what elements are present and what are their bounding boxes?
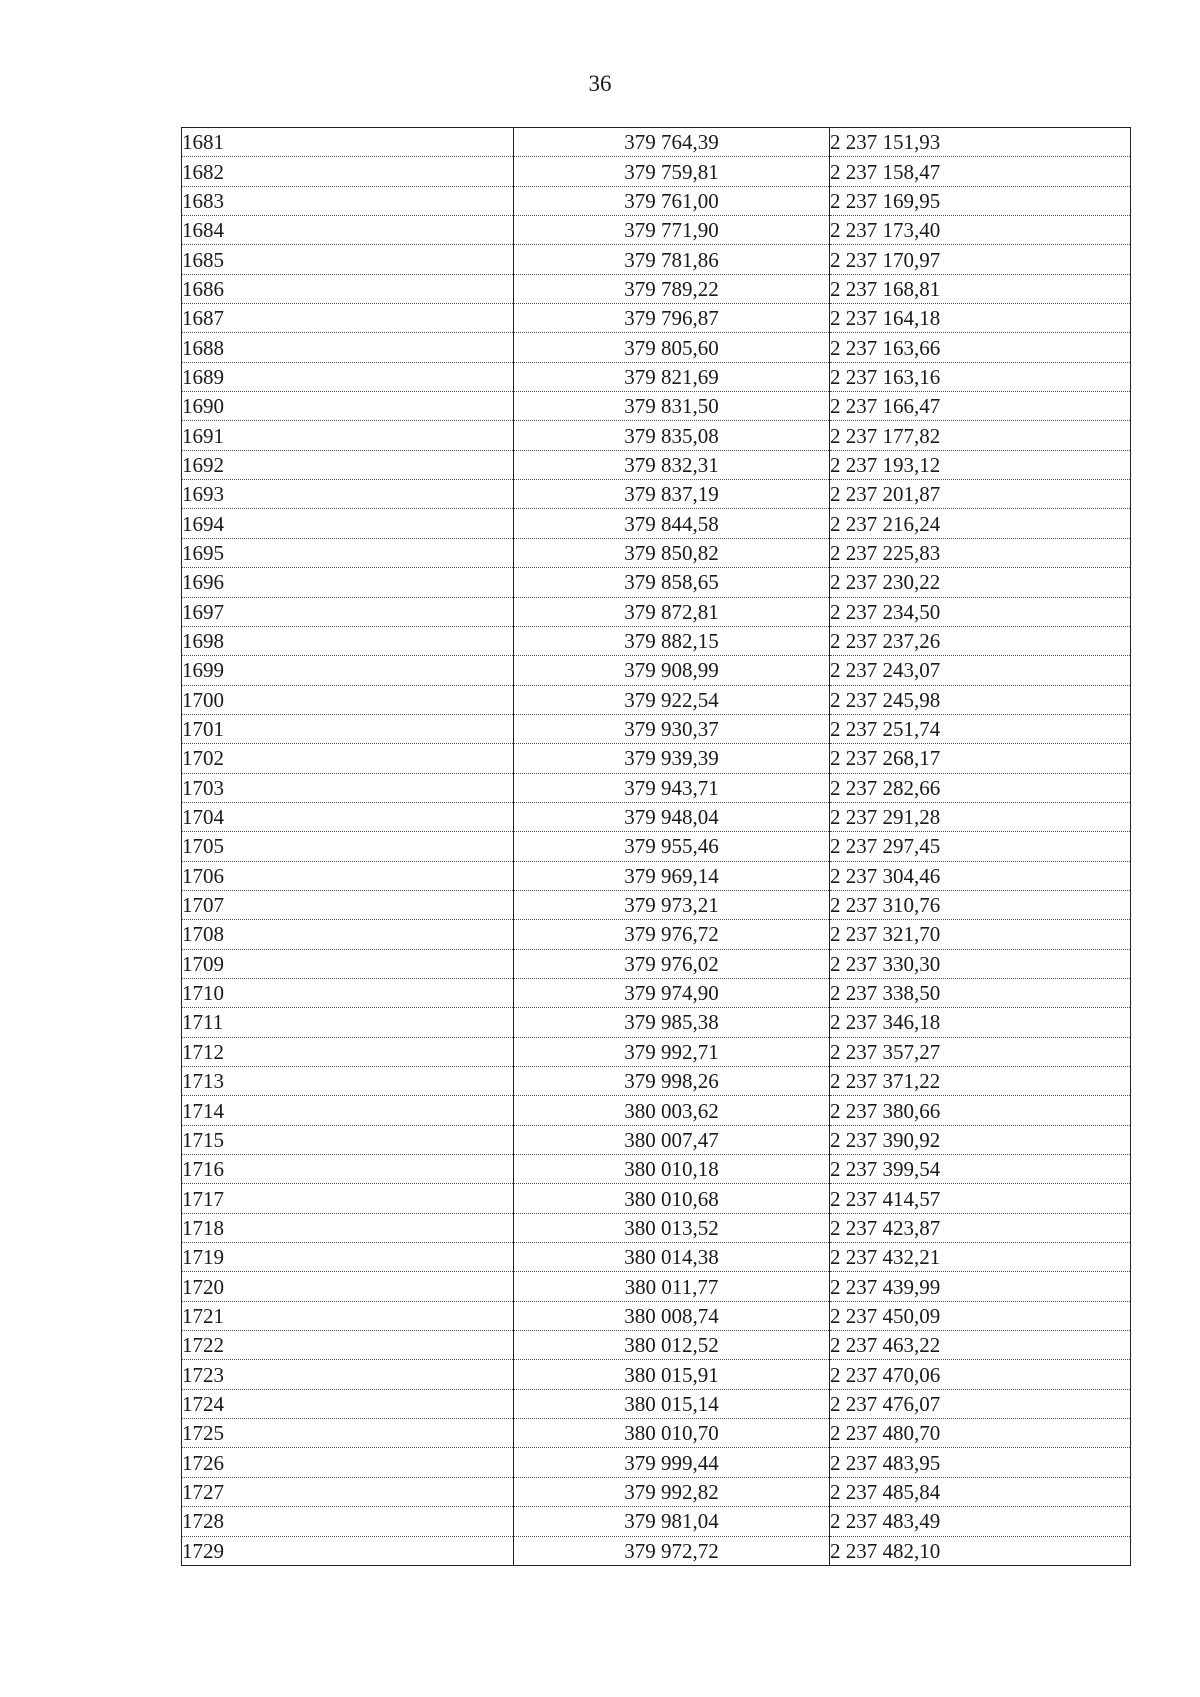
y-coordinate-cell: 2 237 216,24 xyxy=(830,509,1131,538)
x-coordinate-cell: 379 821,69 xyxy=(514,362,830,391)
table-row xyxy=(182,1272,1131,1301)
y-coordinate-cell: 2 237 234,50 xyxy=(830,597,1131,626)
table-row xyxy=(182,538,1131,567)
point-number-cell: 1725 xyxy=(182,1419,514,1448)
point-number-cell: 1710 xyxy=(182,978,514,1007)
y-coordinate-cell: 2 237 485,84 xyxy=(830,1477,1131,1506)
y-coordinate-cell: 2 237 170,97 xyxy=(830,245,1131,274)
point-number-cell: 1701 xyxy=(182,714,514,743)
x-coordinate-cell: 380 015,91 xyxy=(514,1360,830,1389)
table-row xyxy=(182,1536,1131,1565)
y-coordinate-cell: 2 237 243,07 xyxy=(830,656,1131,685)
table-row xyxy=(182,568,1131,597)
x-coordinate-cell: 379 796,87 xyxy=(514,304,830,333)
table-row xyxy=(182,509,1131,538)
y-coordinate-cell: 2 237 268,17 xyxy=(830,744,1131,773)
table-row xyxy=(182,1213,1131,1242)
x-coordinate-cell: 380 014,38 xyxy=(514,1243,830,1272)
point-number-cell: 1687 xyxy=(182,304,514,333)
y-coordinate-cell: 2 237 357,27 xyxy=(830,1037,1131,1066)
y-coordinate-cell: 2 237 225,83 xyxy=(830,538,1131,567)
table-row xyxy=(182,1477,1131,1506)
point-number-cell: 1697 xyxy=(182,597,514,626)
x-coordinate-cell: 379 850,82 xyxy=(514,538,830,567)
table-row xyxy=(182,392,1131,421)
y-coordinate-cell: 2 237 338,50 xyxy=(830,978,1131,1007)
point-number-cell: 1695 xyxy=(182,538,514,567)
point-number-cell: 1705 xyxy=(182,832,514,861)
point-number-cell: 1719 xyxy=(182,1243,514,1272)
table-row xyxy=(182,480,1131,509)
table-row xyxy=(182,1360,1131,1389)
point-number-cell: 1694 xyxy=(182,509,514,538)
x-coordinate-cell: 379 930,37 xyxy=(514,714,830,743)
y-coordinate-cell: 2 237 399,54 xyxy=(830,1155,1131,1184)
x-coordinate-cell: 379 759,81 xyxy=(514,157,830,186)
point-number-cell: 1707 xyxy=(182,890,514,919)
x-coordinate-cell: 379 761,00 xyxy=(514,186,830,215)
x-coordinate-cell: 379 992,71 xyxy=(514,1037,830,1066)
y-coordinate-cell: 2 237 310,76 xyxy=(830,890,1131,919)
table-row xyxy=(182,1448,1131,1477)
x-coordinate-cell: 379 872,81 xyxy=(514,597,830,626)
x-coordinate-cell: 379 939,39 xyxy=(514,744,830,773)
table-row xyxy=(182,1389,1131,1418)
x-coordinate-cell: 379 922,54 xyxy=(514,685,830,714)
table-row xyxy=(182,920,1131,949)
x-coordinate-cell: 379 976,72 xyxy=(514,920,830,949)
y-coordinate-cell: 2 237 237,26 xyxy=(830,626,1131,655)
y-coordinate-cell: 2 237 166,47 xyxy=(830,392,1131,421)
y-coordinate-cell: 2 237 230,22 xyxy=(830,568,1131,597)
point-number-cell: 1726 xyxy=(182,1448,514,1477)
y-coordinate-cell: 2 237 297,45 xyxy=(830,832,1131,861)
x-coordinate-cell: 380 010,18 xyxy=(514,1155,830,1184)
x-coordinate-cell: 379 976,02 xyxy=(514,949,830,978)
table-row xyxy=(182,685,1131,714)
x-coordinate-cell: 379 835,08 xyxy=(514,421,830,450)
x-coordinate-cell: 379 858,65 xyxy=(514,568,830,597)
point-number-cell: 1685 xyxy=(182,245,514,274)
x-coordinate-cell: 379 837,19 xyxy=(514,480,830,509)
point-number-cell: 1709 xyxy=(182,949,514,978)
table-row xyxy=(182,978,1131,1007)
point-number-cell: 1702 xyxy=(182,744,514,773)
page-number: 36 xyxy=(588,71,612,96)
point-number-cell: 1686 xyxy=(182,274,514,303)
table-row xyxy=(182,1155,1131,1184)
table-row xyxy=(182,1184,1131,1213)
table-row xyxy=(182,949,1131,978)
x-coordinate-cell: 379 992,82 xyxy=(514,1477,830,1506)
y-coordinate-cell: 2 237 483,95 xyxy=(830,1448,1131,1477)
table-row xyxy=(182,186,1131,215)
x-coordinate-cell: 379 764,39 xyxy=(514,128,830,157)
y-coordinate-cell: 2 237 168,81 xyxy=(830,274,1131,303)
y-coordinate-cell: 2 237 480,70 xyxy=(830,1419,1131,1448)
x-coordinate-cell: 379 972,72 xyxy=(514,1536,830,1565)
point-number-cell: 1727 xyxy=(182,1477,514,1506)
point-number-cell: 1712 xyxy=(182,1037,514,1066)
point-number-cell: 1720 xyxy=(182,1272,514,1301)
x-coordinate-cell: 379 844,58 xyxy=(514,509,830,538)
point-number-cell: 1699 xyxy=(182,656,514,685)
x-coordinate-cell: 379 955,46 xyxy=(514,832,830,861)
point-number-cell: 1729 xyxy=(182,1536,514,1565)
table-row xyxy=(182,1096,1131,1125)
y-coordinate-cell: 2 237 432,21 xyxy=(830,1243,1131,1272)
point-number-cell: 1711 xyxy=(182,1008,514,1037)
table-row xyxy=(182,832,1131,861)
table-row xyxy=(182,1067,1131,1096)
table-row xyxy=(182,890,1131,919)
point-number-cell: 1717 xyxy=(182,1184,514,1213)
point-number-cell: 1681 xyxy=(182,128,514,157)
y-coordinate-cell: 2 237 439,99 xyxy=(830,1272,1131,1301)
table-row xyxy=(182,1243,1131,1272)
x-coordinate-cell: 379 789,22 xyxy=(514,274,830,303)
point-number-cell: 1721 xyxy=(182,1301,514,1330)
x-coordinate-cell: 380 012,52 xyxy=(514,1331,830,1360)
point-number-cell: 1691 xyxy=(182,421,514,450)
table-row xyxy=(182,1125,1131,1154)
y-coordinate-cell: 2 237 169,95 xyxy=(830,186,1131,215)
point-number-cell: 1708 xyxy=(182,920,514,949)
y-coordinate-cell: 2 237 414,57 xyxy=(830,1184,1131,1213)
table-row xyxy=(182,1419,1131,1448)
y-coordinate-cell: 2 237 346,18 xyxy=(830,1008,1131,1037)
point-number-cell: 1713 xyxy=(182,1067,514,1096)
y-coordinate-cell: 2 237 251,74 xyxy=(830,714,1131,743)
x-coordinate-cell: 380 007,47 xyxy=(514,1125,830,1154)
x-coordinate-cell: 379 969,14 xyxy=(514,861,830,890)
y-coordinate-cell: 2 237 245,98 xyxy=(830,685,1131,714)
y-coordinate-cell: 2 237 470,06 xyxy=(830,1360,1131,1389)
x-coordinate-cell: 379 781,86 xyxy=(514,245,830,274)
table-row xyxy=(182,1008,1131,1037)
y-coordinate-cell: 2 237 476,07 xyxy=(830,1389,1131,1418)
table-row xyxy=(182,450,1131,479)
x-coordinate-cell: 379 973,21 xyxy=(514,890,830,919)
point-number-cell: 1728 xyxy=(182,1507,514,1536)
x-coordinate-cell: 379 832,31 xyxy=(514,450,830,479)
y-coordinate-cell: 2 237 380,66 xyxy=(830,1096,1131,1125)
point-number-cell: 1718 xyxy=(182,1213,514,1242)
y-coordinate-cell: 2 237 450,09 xyxy=(830,1301,1131,1330)
table-row xyxy=(182,1331,1131,1360)
point-number-cell: 1722 xyxy=(182,1331,514,1360)
table-row xyxy=(182,1037,1131,1066)
y-coordinate-cell: 2 237 163,66 xyxy=(830,333,1131,362)
point-number-cell: 1714 xyxy=(182,1096,514,1125)
point-number-cell: 1696 xyxy=(182,568,514,597)
y-coordinate-cell: 2 237 390,92 xyxy=(830,1125,1131,1154)
y-coordinate-cell: 2 237 291,28 xyxy=(830,802,1131,831)
point-number-cell: 1698 xyxy=(182,626,514,655)
x-coordinate-cell: 380 013,52 xyxy=(514,1213,830,1242)
table-row xyxy=(182,274,1131,303)
y-coordinate-cell: 2 237 158,47 xyxy=(830,157,1131,186)
x-coordinate-cell: 380 010,68 xyxy=(514,1184,830,1213)
y-coordinate-cell: 2 237 282,66 xyxy=(830,773,1131,802)
table-row xyxy=(182,656,1131,685)
y-coordinate-cell: 2 237 151,93 xyxy=(830,128,1131,157)
x-coordinate-cell: 379 805,60 xyxy=(514,333,830,362)
point-number-cell: 1723 xyxy=(182,1360,514,1389)
table-row xyxy=(182,157,1131,186)
coordinates-table xyxy=(181,127,1131,1566)
point-number-cell: 1688 xyxy=(182,333,514,362)
point-number-cell: 1682 xyxy=(182,157,514,186)
table-row xyxy=(182,128,1131,157)
y-coordinate-cell: 2 237 304,46 xyxy=(830,861,1131,890)
y-coordinate-cell: 2 237 163,16 xyxy=(830,362,1131,391)
y-coordinate-cell: 2 237 423,87 xyxy=(830,1213,1131,1242)
table-row xyxy=(182,362,1131,391)
y-coordinate-cell: 2 237 483,49 xyxy=(830,1507,1131,1536)
table-row xyxy=(182,216,1131,245)
point-number-cell: 1715 xyxy=(182,1125,514,1154)
table-row xyxy=(182,245,1131,274)
x-coordinate-cell: 379 981,04 xyxy=(514,1507,830,1536)
table-row xyxy=(182,773,1131,802)
point-number-cell: 1689 xyxy=(182,362,514,391)
x-coordinate-cell: 380 008,74 xyxy=(514,1301,830,1330)
point-number-cell: 1692 xyxy=(182,450,514,479)
table-row xyxy=(182,861,1131,890)
x-coordinate-cell: 379 985,38 xyxy=(514,1008,830,1037)
y-coordinate-cell: 2 237 193,12 xyxy=(830,450,1131,479)
table-row xyxy=(182,333,1131,362)
y-coordinate-cell: 2 237 173,40 xyxy=(830,216,1131,245)
coordinates-table-body xyxy=(182,128,1131,1566)
x-coordinate-cell: 380 003,62 xyxy=(514,1096,830,1125)
table-row xyxy=(182,802,1131,831)
y-coordinate-cell: 2 237 164,18 xyxy=(830,304,1131,333)
x-coordinate-cell: 380 015,14 xyxy=(514,1389,830,1418)
x-coordinate-cell: 379 882,15 xyxy=(514,626,830,655)
table-row xyxy=(182,421,1131,450)
table-row xyxy=(182,626,1131,655)
point-number-cell: 1684 xyxy=(182,216,514,245)
point-number-cell: 1690 xyxy=(182,392,514,421)
x-coordinate-cell: 379 999,44 xyxy=(514,1448,830,1477)
x-coordinate-cell: 379 974,90 xyxy=(514,978,830,1007)
y-coordinate-cell: 2 237 201,87 xyxy=(830,480,1131,509)
point-number-cell: 1706 xyxy=(182,861,514,890)
point-number-cell: 1703 xyxy=(182,773,514,802)
x-coordinate-cell: 379 943,71 xyxy=(514,773,830,802)
y-coordinate-cell: 2 237 321,70 xyxy=(830,920,1131,949)
point-number-cell: 1700 xyxy=(182,685,514,714)
x-coordinate-cell: 380 010,70 xyxy=(514,1419,830,1448)
x-coordinate-cell: 379 948,04 xyxy=(514,802,830,831)
y-coordinate-cell: 2 237 463,22 xyxy=(830,1331,1131,1360)
point-number-cell: 1716 xyxy=(182,1155,514,1184)
point-number-cell: 1704 xyxy=(182,802,514,831)
y-coordinate-cell: 2 237 371,22 xyxy=(830,1067,1131,1096)
table-row xyxy=(182,304,1131,333)
x-coordinate-cell: 380 011,77 xyxy=(514,1272,830,1301)
table-row xyxy=(182,744,1131,773)
table-row xyxy=(182,1507,1131,1536)
point-number-cell: 1683 xyxy=(182,186,514,215)
x-coordinate-cell: 379 771,90 xyxy=(514,216,830,245)
point-number-cell: 1693 xyxy=(182,480,514,509)
table-row xyxy=(182,714,1131,743)
y-coordinate-cell: 2 237 330,30 xyxy=(830,949,1131,978)
y-coordinate-cell: 2 237 177,82 xyxy=(830,421,1131,450)
y-coordinate-cell: 2 237 482,10 xyxy=(830,1536,1131,1565)
x-coordinate-cell: 379 908,99 xyxy=(514,656,830,685)
x-coordinate-cell: 379 831,50 xyxy=(514,392,830,421)
x-coordinate-cell: 379 998,26 xyxy=(514,1067,830,1096)
table-row xyxy=(182,597,1131,626)
table-row xyxy=(182,1301,1131,1330)
point-number-cell: 1724 xyxy=(182,1389,514,1418)
